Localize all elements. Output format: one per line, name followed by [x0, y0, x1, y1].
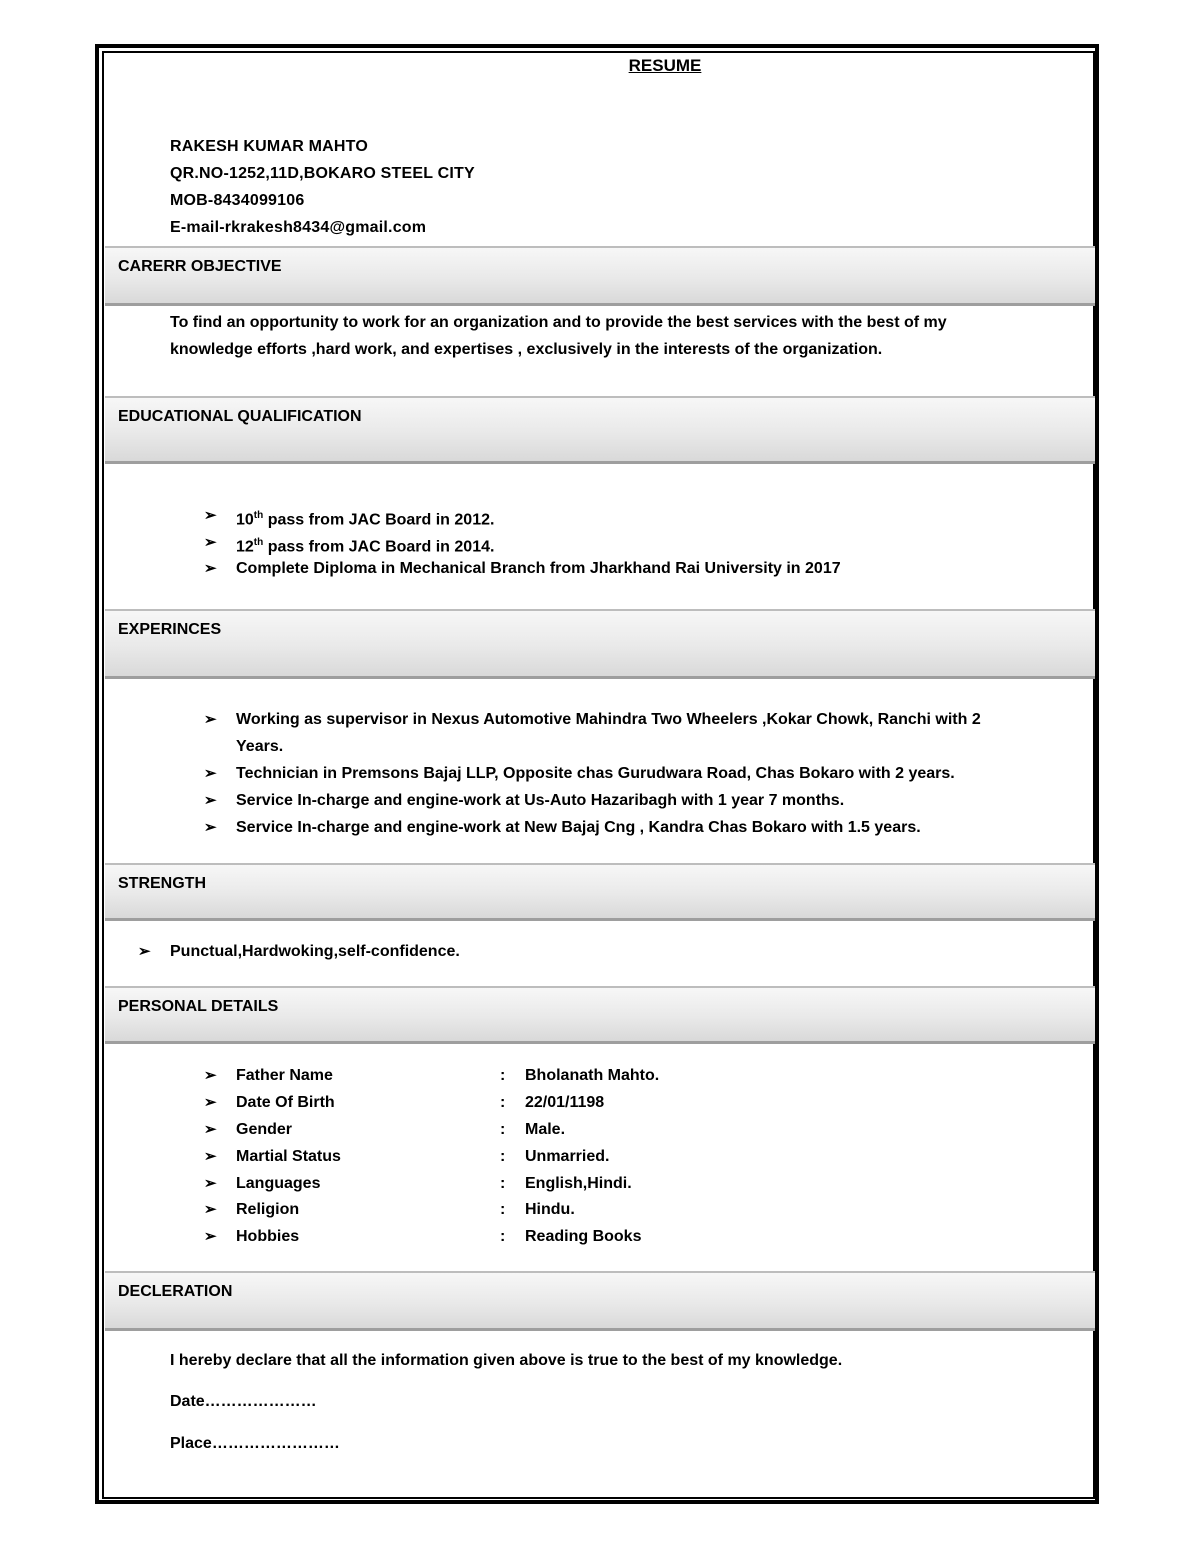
experience-text: Years.: [236, 738, 284, 755]
experience-text: Service In-charge and engine-work at New Bajaj Cng , Kandra Chas Bokaro with 1.5 years.: [236, 819, 921, 836]
ordinal-suffix: th: [253, 537, 264, 548]
detail-label: Date Of Birth: [236, 1094, 335, 1111]
detail-label: Martial Status: [236, 1148, 341, 1165]
detail-value: Bholanath Mahto.: [525, 1067, 660, 1084]
arrow-bullet-icon: ➢: [204, 1094, 217, 1111]
strength-text: Punctual,Hardwoking,self-confidence.: [170, 943, 460, 960]
applicant-email: E-mail-rkrakesh8434@gmail.com: [170, 219, 427, 236]
detail-colon: :: [500, 1201, 506, 1218]
detail-label: Religion: [236, 1201, 300, 1218]
section-header-personal: [105, 986, 1095, 1044]
section-heading: PERSONAL DETAILS: [118, 998, 279, 1015]
education-text: Complete Diploma in Mechanical Branch from Jharkhand Rai University in 2017: [236, 560, 841, 577]
declaration-text: I hereby declare that all the information given above is true to the best of my knowledge.: [170, 1352, 843, 1369]
experience-text: Technician in Premsons Bajaj LLP, Opposite chas Gurudwara Road, Chas Bokaro with 2 years.: [236, 765, 955, 782]
detail-value: Male.: [525, 1121, 566, 1138]
applicant-mobile: MOB-8434099106: [170, 192, 305, 209]
detail-colon: :: [500, 1121, 506, 1138]
declaration-date: Date…………………: [170, 1393, 317, 1410]
arrow-bullet-icon: ➢: [204, 1201, 217, 1218]
objective-text: [170, 309, 1050, 363]
arrow-bullet-icon: ➢: [204, 1175, 217, 1192]
section-header-strength: [105, 863, 1095, 921]
arrow-bullet-icon: ➢: [204, 560, 217, 577]
education-text: pass from JAC Board in 2012.: [263, 511, 495, 529]
experience-text: Working as supervisor in Nexus Automotive Mahindra Two Wheelers ,Kokar Chowk, Ranchi with 2: [236, 711, 981, 728]
section-heading: STRENGTH: [118, 875, 206, 892]
arrow-bullet-icon: ➢: [138, 943, 151, 960]
arrow-bullet-icon: ➢: [204, 534, 217, 551]
section-header-experience: [105, 609, 1095, 679]
section-header-objective: [105, 246, 1095, 306]
section-heading: EXPERINCES: [118, 621, 222, 638]
grade-number: 10: [236, 511, 254, 529]
detail-colon: :: [500, 1228, 506, 1245]
arrow-bullet-icon: ➢: [204, 507, 217, 524]
objective-line: To find an opportunity to work for an organization and to provide the best services with the best of my: [170, 314, 947, 331]
ordinal-suffix: th: [253, 510, 264, 521]
objective-line: knowledge efforts ,hard work, and expertises , exclusively in the interests of the organization.: [170, 341, 883, 358]
detail-colon: :: [500, 1148, 506, 1165]
detail-value: Reading Books: [525, 1228, 642, 1245]
education-text: pass from JAC Board in 2014.: [263, 538, 495, 556]
arrow-bullet-icon: ➢: [204, 1148, 217, 1165]
detail-label: Gender: [236, 1121, 293, 1138]
section-header-declaration: [105, 1271, 1095, 1331]
detail-value: Hindu.: [525, 1201, 575, 1218]
section-heading: EDUCATIONAL QUALIFICATION: [118, 408, 362, 425]
arrow-bullet-icon: ➢: [204, 765, 217, 782]
arrow-bullet-icon: ➢: [204, 1228, 217, 1245]
resume-title: RESUME: [628, 56, 702, 75]
detail-value: English,Hindi.: [525, 1175, 632, 1192]
arrow-bullet-icon: ➢: [204, 819, 217, 836]
arrow-bullet-icon: ➢: [204, 1067, 217, 1084]
section-header-education: [105, 396, 1095, 464]
detail-colon: :: [500, 1094, 506, 1111]
detail-value: Unmarried.: [525, 1148, 610, 1165]
section-heading: CARERR OBJECTIVE: [118, 258, 282, 275]
applicant-address: QR.NO-1252,11D,BOKARO STEEL CITY: [170, 165, 475, 182]
detail-value: 22/01/1198: [525, 1094, 605, 1111]
detail-label: Father Name: [236, 1067, 333, 1084]
arrow-bullet-icon: ➢: [204, 792, 217, 809]
detail-colon: :: [500, 1175, 506, 1192]
section-heading: DECLERATION: [118, 1283, 233, 1300]
applicant-name: RAKESH KUMAR MAHTO: [170, 138, 368, 155]
detail-colon: :: [500, 1067, 506, 1084]
declaration-place: Place……………………: [170, 1435, 340, 1452]
detail-label: Hobbies: [236, 1228, 300, 1245]
detail-label: Languages: [236, 1175, 321, 1192]
experience-text: Service In-charge and engine-work at Us-Auto Hazaribagh with 1 year 7 months.: [236, 792, 845, 809]
arrow-bullet-icon: ➢: [204, 1121, 217, 1138]
grade-number: 12: [236, 538, 254, 556]
arrow-bullet-icon: ➢: [204, 711, 217, 728]
